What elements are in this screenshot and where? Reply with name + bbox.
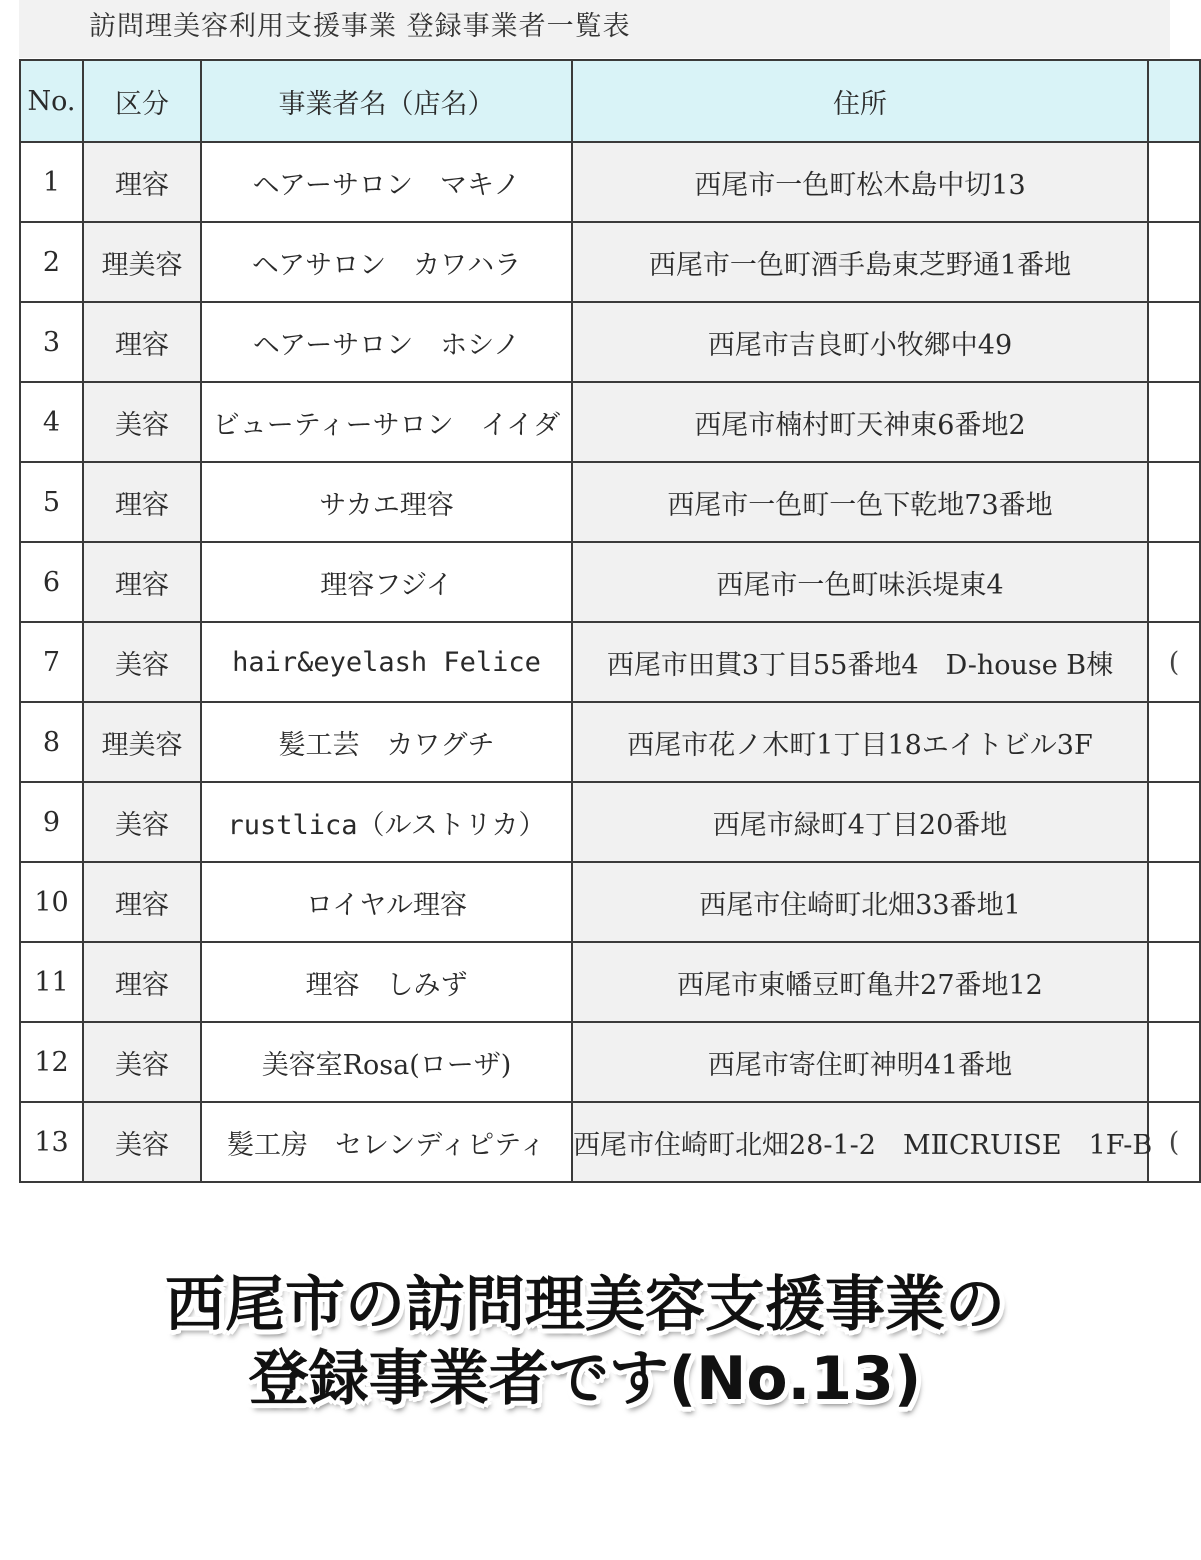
cell-category: 美容 (83, 782, 201, 862)
cell-extra (1148, 942, 1200, 1022)
cell-category: 美容 (83, 382, 201, 462)
cell-category: 理美容 (83, 702, 201, 782)
cell-address: 西尾市花ノ木町1丁目18エイトビル3F (572, 702, 1148, 782)
table-row (20, 222, 1200, 302)
cell-no: 10 (20, 862, 83, 942)
cell-business-name: 髪工芸 カワグチ (201, 702, 572, 782)
cell-address: 西尾市一色町一色下乾地73番地 (572, 462, 1148, 542)
table-row (20, 382, 1200, 462)
caption-line-2: 登録事業者です(No.13) (248, 1344, 922, 1414)
table-row (20, 782, 1200, 862)
cell-address: 西尾市一色町酒手島東芝野通1番地 (572, 222, 1148, 302)
cell-extra (1148, 302, 1200, 382)
table-row (20, 542, 1200, 622)
cell-no: 7 (20, 622, 83, 702)
cell-address: 西尾市楠村町天神東6番地2 (572, 382, 1148, 462)
cell-business-name: ヘアーサロン マキノ (201, 142, 572, 222)
cell-extra (1148, 222, 1200, 302)
table-row (20, 1022, 1200, 1102)
cell-category: 美容 (83, 622, 201, 702)
table-row (20, 942, 1200, 1022)
cell-address: 西尾市住崎町北畑33番地1 (572, 862, 1148, 942)
table-row (20, 142, 1200, 222)
cell-address: 西尾市吉良町小牧郷中49 (572, 302, 1148, 382)
registered-businesses-table (19, 59, 1201, 1183)
table-row (20, 622, 1200, 702)
cell-business-name: ヘアサロン カワハラ (201, 222, 572, 302)
table-body (20, 142, 1200, 1182)
cell-category: 美容 (83, 1102, 201, 1182)
cell-address: 西尾市東幡豆町亀井27番地12 (572, 942, 1148, 1022)
cell-extra (1148, 142, 1200, 222)
cell-address: 西尾市一色町松木島中切13 (572, 142, 1148, 222)
header-address: 住所 (572, 60, 1148, 142)
cell-no: 13 (20, 1102, 83, 1182)
cell-business-name: ロイヤル理容 (201, 862, 572, 942)
cell-business-name: サカエ理容 (201, 462, 572, 542)
cell-category: 美容 (83, 1022, 201, 1102)
cell-no: 6 (20, 542, 83, 622)
cell-business-name: 理容フジイ (201, 542, 572, 622)
table-row (20, 862, 1200, 942)
cell-extra (1148, 702, 1200, 782)
header-extra (1148, 60, 1200, 142)
cell-extra: ( (1148, 622, 1200, 702)
cell-extra (1148, 382, 1200, 462)
cell-business-name: 髪工房 セレンディピティ (201, 1102, 572, 1182)
caption-line-1: 西尾市の訪問理美容支援事業の (165, 1270, 1005, 1340)
cell-no: 9 (20, 782, 83, 862)
header-category: 区分 (83, 60, 201, 142)
header-no: No. (20, 60, 83, 142)
cell-extra (1148, 862, 1200, 942)
cell-extra (1148, 1022, 1200, 1102)
table-row (20, 302, 1200, 382)
table-row (20, 1102, 1200, 1182)
header-business-name: 事業者名（店名） (201, 60, 572, 142)
cell-business-name: 理容 しみず (201, 942, 572, 1022)
cell-business-name: ビューティーサロン イイダ (201, 382, 572, 462)
cell-no: 5 (20, 462, 83, 542)
cell-business-name: hair&eyelash Felice (201, 622, 572, 702)
cell-address: 西尾市住崎町北畑28-1-2 MⅡCRUISE 1F-B (572, 1102, 1148, 1182)
overlay-caption (0, 1268, 1170, 1416)
cell-address: 西尾市緑町4丁目20番地 (572, 782, 1148, 862)
cell-business-name: 美容室Rosa(ローザ) (201, 1022, 572, 1102)
cell-category: 理容 (83, 942, 201, 1022)
document-title: 訪問理美容利用支援事業 登録事業者一覧表 (89, 11, 631, 42)
cell-no: 8 (20, 702, 83, 782)
cell-address: 西尾市田貫3丁目55番地4 D-house B棟 (572, 622, 1148, 702)
cell-extra (1148, 542, 1200, 622)
document-title-bar (19, 0, 1170, 58)
cell-no: 1 (20, 142, 83, 222)
cell-business-name: ヘアーサロン ホシノ (201, 302, 572, 382)
table-header-row (20, 60, 1200, 142)
cell-no: 11 (20, 942, 83, 1022)
table-row (20, 702, 1200, 782)
cell-business-name: rustlica（ルストリカ） (201, 782, 572, 862)
cell-address: 西尾市一色町味浜堤東4 (572, 542, 1148, 622)
cell-no: 4 (20, 382, 83, 462)
cell-category: 理容 (83, 542, 201, 622)
cell-category: 理容 (83, 862, 201, 942)
cell-no: 2 (20, 222, 83, 302)
table-row (20, 462, 1200, 542)
cell-category: 理容 (83, 462, 201, 542)
cell-category: 理美容 (83, 222, 201, 302)
cell-extra (1148, 782, 1200, 862)
cell-category: 理容 (83, 302, 201, 382)
cell-no: 3 (20, 302, 83, 382)
cell-no: 12 (20, 1022, 83, 1102)
cell-extra (1148, 462, 1200, 542)
cell-category: 理容 (83, 142, 201, 222)
cell-extra: ( (1148, 1102, 1200, 1182)
cell-address: 西尾市寄住町神明41番地 (572, 1022, 1148, 1102)
